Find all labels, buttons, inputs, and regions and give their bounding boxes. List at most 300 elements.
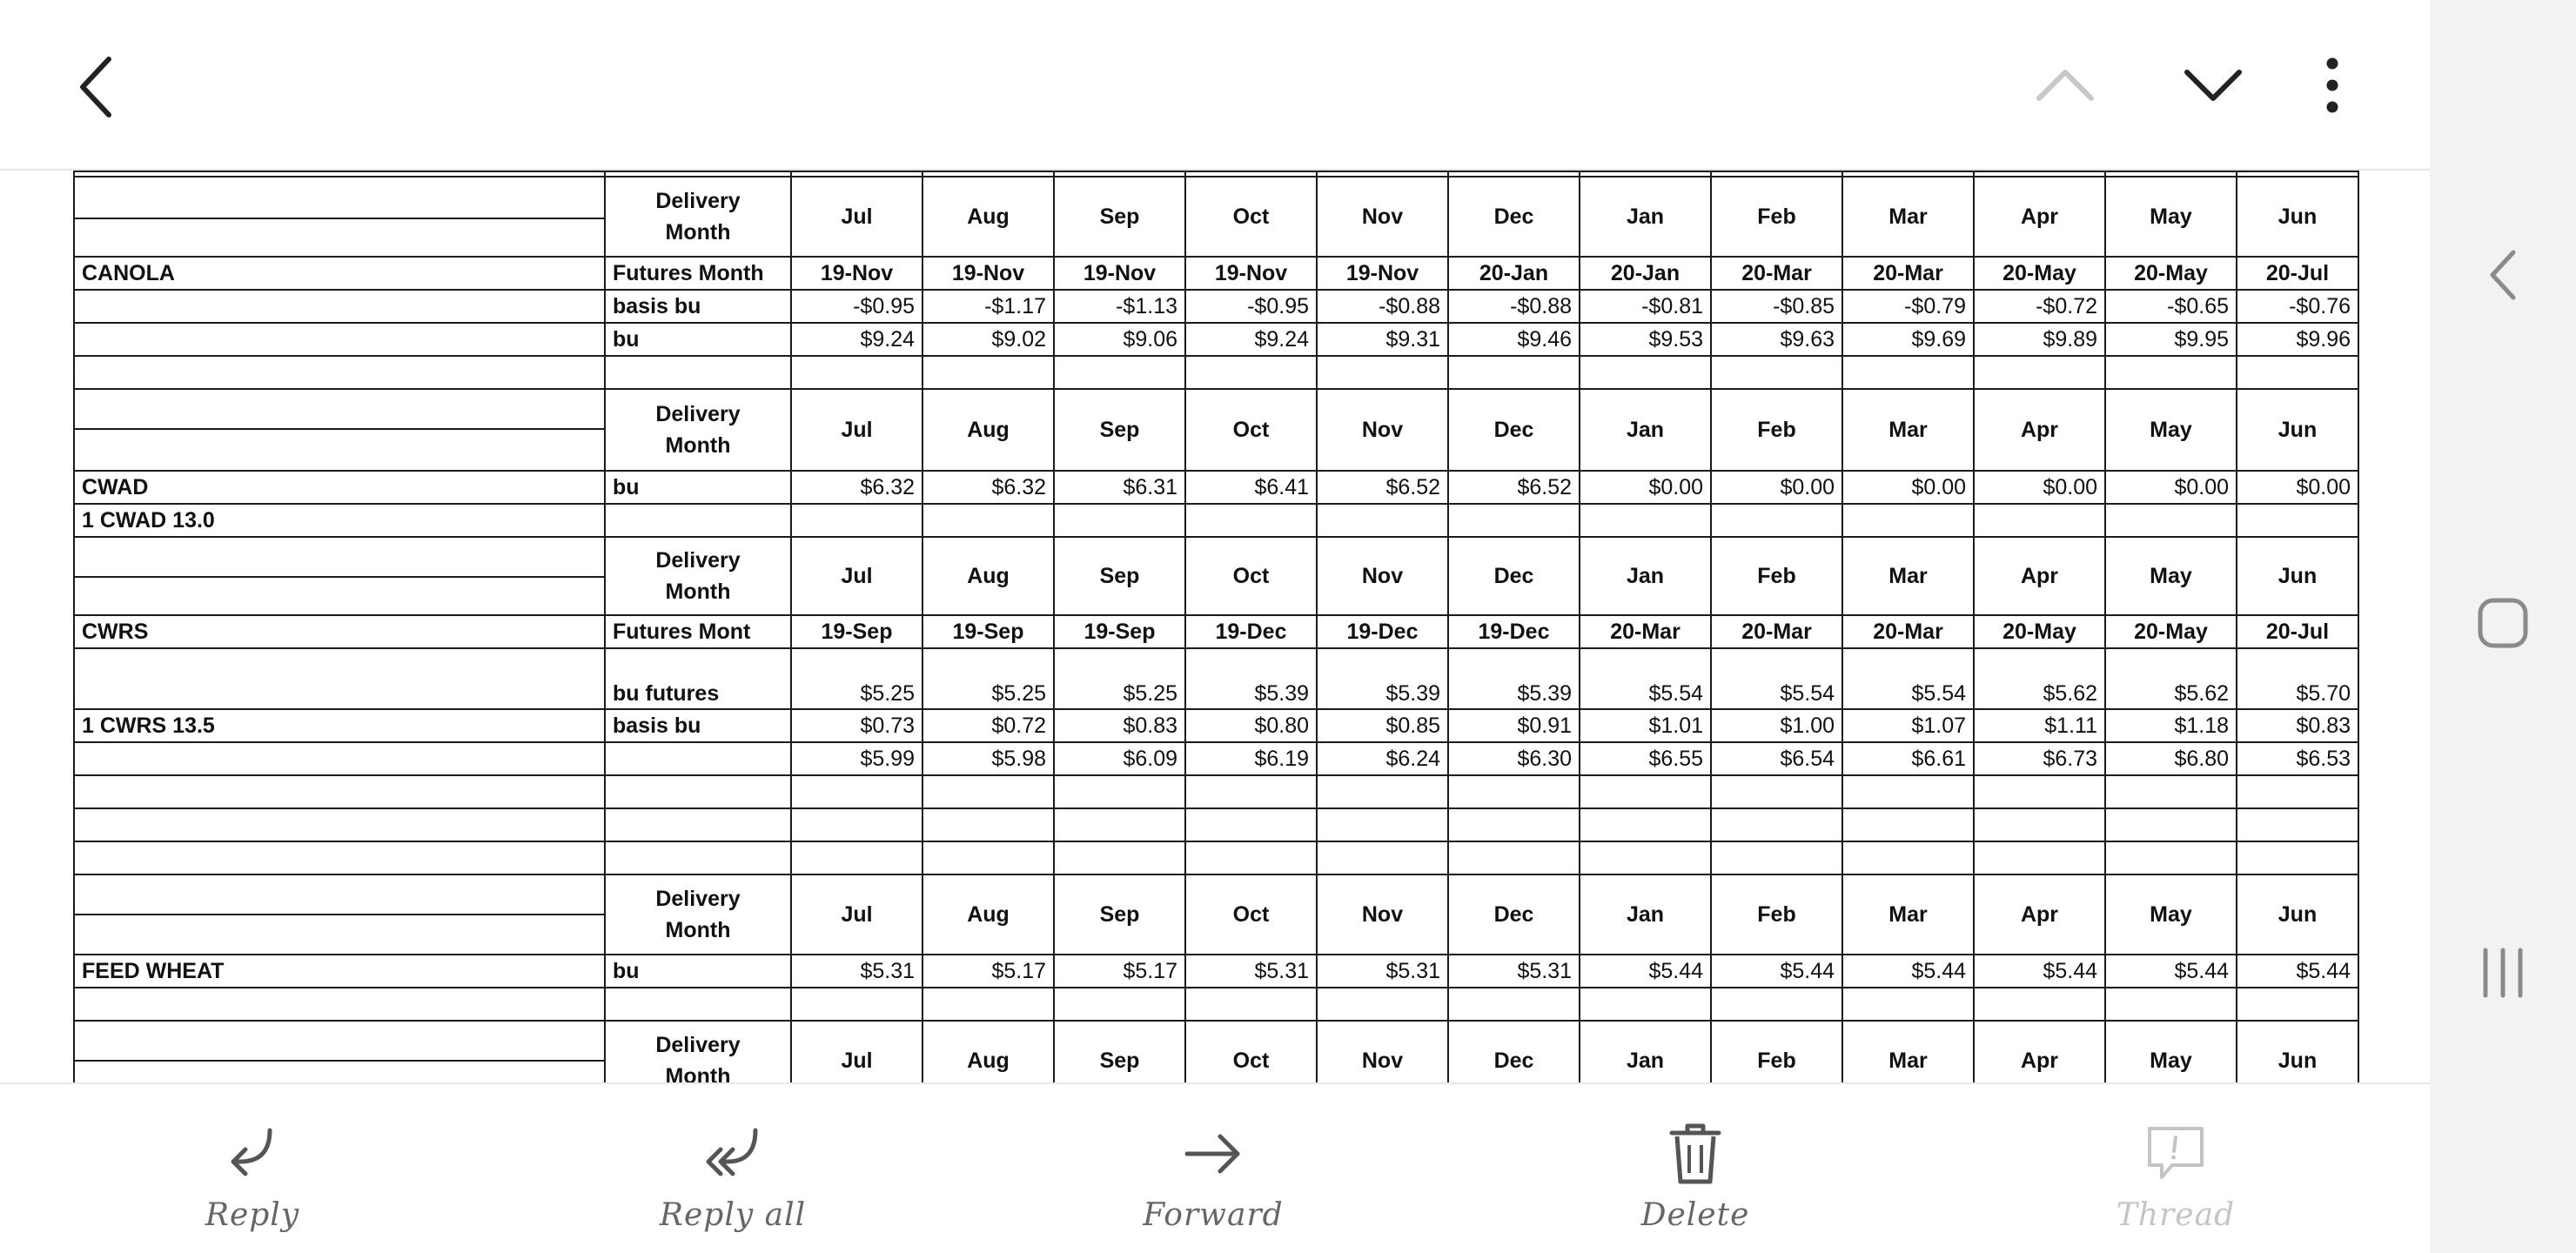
price-cell: $9.24 bbox=[1185, 323, 1317, 356]
empty-cell bbox=[1842, 775, 1974, 808]
price-cell: 20-Mar bbox=[1711, 257, 1842, 290]
price-cell: $5.17 bbox=[1054, 955, 1185, 988]
price-cell: 20-Mar bbox=[1842, 257, 1974, 290]
month-header: Mar bbox=[1842, 1021, 1974, 1082]
empty-cell bbox=[74, 1021, 605, 1061]
month-header: Jul bbox=[791, 177, 922, 257]
row-label: CWRS bbox=[74, 615, 605, 648]
price-cell: $6.32 bbox=[791, 471, 922, 504]
price-cell: -$0.76 bbox=[2237, 290, 2358, 323]
month-header: Dec bbox=[1448, 389, 1580, 471]
nav-back-button[interactable] bbox=[2459, 231, 2546, 318]
month-header: Dec bbox=[1448, 537, 1580, 615]
price-cell: $5.39 bbox=[1185, 648, 1317, 709]
empty-cell bbox=[1842, 356, 1974, 389]
next-email-button[interactable] bbox=[2176, 52, 2251, 118]
month-header: Sep bbox=[1054, 177, 1185, 257]
nav-back-icon bbox=[2485, 247, 2520, 303]
empty-cell bbox=[74, 808, 605, 841]
empty-cell bbox=[1185, 988, 1317, 1021]
empty-cell bbox=[1448, 356, 1580, 389]
empty-cell bbox=[1054, 775, 1185, 808]
empty-cell bbox=[1317, 988, 1448, 1021]
table-row bbox=[74, 874, 2358, 915]
price-cell: 20-Jan bbox=[1580, 257, 1711, 290]
price-cell: $5.17 bbox=[922, 955, 1054, 988]
row-label: FEED WHEAT bbox=[74, 955, 605, 988]
month-header: Oct bbox=[1185, 177, 1317, 257]
empty-cell bbox=[1054, 988, 1185, 1021]
price-cell: 19-Nov bbox=[1054, 257, 1185, 290]
row-label: CWAD bbox=[74, 471, 605, 504]
price-cell: $1.18 bbox=[2105, 709, 2237, 742]
table-row bbox=[74, 504, 2358, 537]
month-header: Nov bbox=[1317, 177, 1448, 257]
empty-cell bbox=[2237, 356, 2358, 389]
delivery-month-label bbox=[605, 1021, 791, 1082]
empty-cell bbox=[74, 218, 605, 257]
price-cell: $0.00 bbox=[1842, 471, 1974, 504]
price-cell: 20-Mar bbox=[1711, 615, 1842, 648]
price-cell: $5.31 bbox=[791, 955, 922, 988]
empty-cell bbox=[605, 775, 791, 808]
forward-button[interactable] bbox=[1083, 1084, 1344, 1253]
table-row bbox=[74, 709, 2358, 742]
price-cell: $5.31 bbox=[1448, 955, 1580, 988]
month-header: Jan bbox=[1580, 1021, 1711, 1082]
price-cell: $5.54 bbox=[1580, 648, 1711, 709]
price-cell: $0.72 bbox=[922, 709, 1054, 742]
month-header: Sep bbox=[1054, 874, 1185, 955]
month-header: Dec bbox=[1448, 874, 1580, 955]
delivery-month-label bbox=[605, 874, 791, 955]
empty-cell bbox=[2105, 504, 2237, 537]
month-header: Nov bbox=[1317, 1021, 1448, 1082]
price-cell: $0.00 bbox=[2105, 471, 2237, 504]
price-cell: 19-Sep bbox=[791, 615, 922, 648]
month-header: Aug bbox=[922, 874, 1054, 955]
empty-cell bbox=[605, 808, 791, 841]
email-toolbar bbox=[0, 0, 2430, 171]
empty-cell bbox=[74, 290, 605, 323]
table-row bbox=[74, 471, 2358, 504]
price-cell: $6.31 bbox=[1054, 471, 1185, 504]
price-cell: $6.30 bbox=[1448, 742, 1580, 775]
price-cell: $9.06 bbox=[1054, 323, 1185, 356]
price-cell: $6.24 bbox=[1317, 742, 1448, 775]
month-header: Sep bbox=[1054, 537, 1185, 615]
delivery-label-line2: Month bbox=[665, 433, 731, 458]
delete-label: Delete bbox=[1640, 1197, 1750, 1233]
empty-cell bbox=[1711, 504, 1842, 537]
delivery-label-line2: Month bbox=[665, 220, 731, 245]
month-header: May bbox=[2105, 1021, 2237, 1082]
month-header: Mar bbox=[1842, 537, 1974, 615]
forward-label: Forward bbox=[1143, 1197, 1284, 1233]
price-cell: $9.46 bbox=[1448, 323, 1580, 356]
row-unit: Futures Mont bbox=[605, 615, 791, 648]
price-cell: $5.25 bbox=[791, 648, 922, 709]
nav-home-button[interactable] bbox=[2459, 580, 2546, 667]
delivery-month-label bbox=[605, 177, 791, 257]
price-cell: $5.44 bbox=[1842, 955, 1974, 988]
reply-label: Reply bbox=[205, 1197, 300, 1233]
delivery-label-line1: Delivery bbox=[655, 189, 741, 213]
price-cell: 19-Nov bbox=[922, 257, 1054, 290]
price-cell: -$0.88 bbox=[1317, 290, 1448, 323]
empty-cell bbox=[1580, 775, 1711, 808]
price-cell: $0.85 bbox=[1317, 709, 1448, 742]
empty-cell bbox=[74, 841, 605, 874]
table-row bbox=[74, 648, 2358, 709]
row-label: 1 CWAD 13.0 bbox=[74, 504, 605, 537]
price-cell: $5.62 bbox=[2105, 648, 2237, 709]
empty-cell bbox=[605, 742, 791, 775]
month-header: Aug bbox=[922, 1021, 1054, 1082]
month-header: Dec bbox=[1448, 177, 1580, 257]
price-cell: 20-Jan bbox=[1448, 257, 1580, 290]
table-row bbox=[74, 290, 2358, 323]
empty-cell bbox=[2105, 988, 2237, 1021]
empty-cell bbox=[1448, 808, 1580, 841]
price-cell: $6.52 bbox=[1317, 471, 1448, 504]
trash-icon bbox=[1665, 1121, 1726, 1187]
price-cell: $5.54 bbox=[1842, 648, 1974, 709]
price-cell: $5.39 bbox=[1448, 648, 1580, 709]
empty-cell bbox=[1580, 841, 1711, 874]
row-unit: basis bu bbox=[605, 290, 791, 323]
month-header: Feb bbox=[1711, 389, 1842, 471]
price-cell: 20-May bbox=[1974, 615, 2105, 648]
month-header: Jun bbox=[2237, 874, 2358, 955]
price-cell: $5.99 bbox=[791, 742, 922, 775]
month-header: Jun bbox=[2237, 1021, 2358, 1082]
month-header: Jul bbox=[791, 1021, 922, 1082]
delivery-label-line1: Delivery bbox=[655, 402, 741, 426]
month-header: Jun bbox=[2237, 389, 2358, 471]
month-header: Aug bbox=[922, 177, 1054, 257]
empty-cell bbox=[74, 577, 605, 615]
empty-cell bbox=[1054, 356, 1185, 389]
month-header: Nov bbox=[1317, 874, 1448, 955]
month-header: Feb bbox=[1711, 874, 1842, 955]
price-cell: $6.41 bbox=[1185, 471, 1317, 504]
table-row bbox=[74, 955, 2358, 988]
price-cell: $1.01 bbox=[1580, 709, 1711, 742]
empty-cell bbox=[922, 775, 1054, 808]
price-cell: $5.62 bbox=[1974, 648, 2105, 709]
delivery-label-line1: Delivery bbox=[655, 1033, 741, 1057]
more-options-button[interactable] bbox=[2304, 47, 2360, 124]
price-cell: $1.07 bbox=[1842, 709, 1974, 742]
price-cell: $0.00 bbox=[2237, 471, 2358, 504]
price-cell: $5.44 bbox=[1580, 955, 1711, 988]
table-row bbox=[74, 988, 2358, 1021]
price-cell: 19-Dec bbox=[1448, 615, 1580, 648]
month-header: Nov bbox=[1317, 389, 1448, 471]
price-cell: $9.63 bbox=[1711, 323, 1842, 356]
delivery-label-line2: Month bbox=[665, 918, 731, 942]
price-cell: 19-Dec bbox=[1185, 615, 1317, 648]
price-cell: -$0.79 bbox=[1842, 290, 1974, 323]
previous-email-button[interactable] bbox=[2028, 52, 2103, 118]
month-header: Nov bbox=[1317, 537, 1448, 615]
empty-cell bbox=[2105, 356, 2237, 389]
empty-cell bbox=[1974, 504, 2105, 537]
month-header: Jun bbox=[2237, 537, 2358, 615]
price-cell: $0.00 bbox=[1974, 471, 2105, 504]
empty-cell bbox=[1185, 841, 1317, 874]
price-cell: 20-May bbox=[2105, 615, 2237, 648]
month-header: Oct bbox=[1185, 389, 1317, 471]
empty-cell bbox=[605, 988, 791, 1021]
price-cell: $6.54 bbox=[1711, 742, 1842, 775]
price-cell: $9.89 bbox=[1974, 323, 2105, 356]
price-cell: -$0.95 bbox=[1185, 290, 1317, 323]
empty-cell bbox=[74, 742, 605, 775]
month-header: Apr bbox=[1974, 1021, 2105, 1082]
month-header: Jan bbox=[1580, 177, 1711, 257]
empty-cell bbox=[922, 808, 1054, 841]
empty-cell bbox=[605, 356, 791, 389]
price-cell: $6.53 bbox=[2237, 742, 2358, 775]
price-cell: $9.02 bbox=[922, 323, 1054, 356]
delivery-month-label bbox=[605, 537, 791, 615]
month-header: Feb bbox=[1711, 1021, 1842, 1082]
nav-recents-button[interactable] bbox=[2459, 929, 2546, 1016]
month-header: Oct bbox=[1185, 874, 1317, 955]
email-body[interactable] bbox=[0, 171, 2430, 1082]
price-cell: $5.31 bbox=[1185, 955, 1317, 988]
month-header: Jul bbox=[791, 874, 922, 955]
empty-cell bbox=[922, 504, 1054, 537]
empty-cell bbox=[922, 356, 1054, 389]
row-unit: Futures Month bbox=[605, 257, 791, 290]
price-cell: $0.83 bbox=[1054, 709, 1185, 742]
price-cell: $6.52 bbox=[1448, 471, 1580, 504]
price-cell: $5.44 bbox=[1974, 955, 2105, 988]
price-cell: $0.83 bbox=[2237, 709, 2358, 742]
month-header: May bbox=[2105, 874, 2237, 955]
chevron-left-icon bbox=[76, 52, 119, 122]
price-cell: $5.44 bbox=[2237, 955, 2358, 988]
price-cell: 20-Jul bbox=[2237, 615, 2358, 648]
price-cell: $9.24 bbox=[791, 323, 922, 356]
delete-button[interactable] bbox=[1565, 1084, 1826, 1253]
row-unit: bu bbox=[605, 955, 791, 988]
empty-cell bbox=[74, 389, 605, 429]
price-cell: 20-Mar bbox=[1580, 615, 1711, 648]
row-unit: bu bbox=[605, 471, 791, 504]
month-header: Jun bbox=[2237, 177, 2358, 257]
delivery-label-line2: Month bbox=[665, 580, 731, 604]
empty-cell bbox=[74, 323, 605, 356]
more-vert-icon bbox=[2324, 55, 2341, 116]
price-cell: $0.00 bbox=[1711, 471, 1842, 504]
month-header: Apr bbox=[1974, 874, 2105, 955]
month-header: Mar bbox=[1842, 389, 1974, 471]
price-cell: 20-May bbox=[1974, 257, 2105, 290]
empty-cell bbox=[1185, 775, 1317, 808]
price-cell: $6.80 bbox=[2105, 742, 2237, 775]
price-cell: $5.44 bbox=[1711, 955, 1842, 988]
nav-home-icon bbox=[2475, 595, 2531, 651]
empty-cell bbox=[1185, 808, 1317, 841]
empty-cell bbox=[1580, 808, 1711, 841]
month-header: Sep bbox=[1054, 1021, 1185, 1082]
row-label: 1 CWRS 13.5 bbox=[74, 709, 605, 742]
month-header: Jan bbox=[1580, 874, 1711, 955]
empty-cell bbox=[1711, 841, 1842, 874]
month-header: Jan bbox=[1580, 537, 1711, 615]
empty-cell bbox=[74, 874, 605, 915]
price-cell: $0.80 bbox=[1185, 709, 1317, 742]
price-cell: 20-Mar bbox=[1842, 615, 1974, 648]
price-cell: $5.25 bbox=[922, 648, 1054, 709]
empty-cell bbox=[1580, 504, 1711, 537]
delivery-label-line2: Month bbox=[665, 1064, 731, 1082]
reply-icon bbox=[218, 1123, 287, 1184]
empty-cell bbox=[2237, 988, 2358, 1021]
empty-cell bbox=[1317, 841, 1448, 874]
month-header: Apr bbox=[1974, 537, 2105, 615]
table-row bbox=[74, 808, 2358, 841]
empty-cell bbox=[1974, 808, 2105, 841]
empty-cell bbox=[791, 988, 922, 1021]
empty-cell bbox=[1317, 775, 1448, 808]
price-cell: $6.61 bbox=[1842, 742, 1974, 775]
price-cell: $5.31 bbox=[1317, 955, 1448, 988]
price-cell: $0.73 bbox=[791, 709, 922, 742]
price-cell: $0.91 bbox=[1448, 709, 1580, 742]
row-unit: bu bbox=[605, 323, 791, 356]
price-cell: $5.70 bbox=[2237, 648, 2358, 709]
price-cell: 19-Nov bbox=[1185, 257, 1317, 290]
price-cell: -$0.65 bbox=[2105, 290, 2237, 323]
month-header: Apr bbox=[1974, 389, 2105, 471]
month-header: May bbox=[2105, 177, 2237, 257]
reply-all-button[interactable] bbox=[602, 1084, 863, 1253]
thread-button[interactable] bbox=[2045, 1084, 2306, 1253]
price-cell: 19-Sep bbox=[922, 615, 1054, 648]
price-cell: 20-Jul bbox=[2237, 257, 2358, 290]
empty-cell bbox=[791, 504, 922, 537]
arrow-right-icon bbox=[1178, 1123, 1248, 1184]
month-header: May bbox=[2105, 537, 2237, 615]
reply-button[interactable] bbox=[122, 1084, 383, 1253]
empty-cell bbox=[1842, 504, 1974, 537]
empty-cell bbox=[1317, 356, 1448, 389]
price-cell: $6.19 bbox=[1185, 742, 1317, 775]
empty-cell bbox=[1448, 775, 1580, 808]
delivery-label-line1: Delivery bbox=[655, 548, 741, 573]
price-cell: $5.25 bbox=[1054, 648, 1185, 709]
month-header: May bbox=[2105, 389, 2237, 471]
table-row bbox=[74, 177, 2358, 218]
month-header: Aug bbox=[922, 537, 1054, 615]
price-cell: $6.32 bbox=[922, 471, 1054, 504]
price-cell: $9.69 bbox=[1842, 323, 1974, 356]
empty-cell bbox=[605, 504, 791, 537]
empty-cell bbox=[2237, 504, 2358, 537]
price-cell: $5.54 bbox=[1711, 648, 1842, 709]
empty-cell bbox=[1711, 356, 1842, 389]
price-cell: -$0.88 bbox=[1448, 290, 1580, 323]
empty-cell bbox=[1842, 808, 1974, 841]
empty-cell bbox=[1842, 841, 1974, 874]
price-cell: -$0.81 bbox=[1580, 290, 1711, 323]
table-row bbox=[74, 742, 2358, 775]
empty-cell bbox=[1974, 988, 2105, 1021]
table-row bbox=[74, 257, 2358, 290]
price-cell: -$1.17 bbox=[922, 290, 1054, 323]
month-header: Feb bbox=[1711, 537, 1842, 615]
empty-cell bbox=[2237, 775, 2358, 808]
price-cell: 19-Sep bbox=[1054, 615, 1185, 648]
empty-cell bbox=[2105, 808, 2237, 841]
month-header: Oct bbox=[1185, 1021, 1317, 1082]
price-cell: $5.44 bbox=[2105, 955, 2237, 988]
empty-cell bbox=[2237, 808, 2358, 841]
empty-cell bbox=[1317, 808, 1448, 841]
price-cell: $9.95 bbox=[2105, 323, 2237, 356]
empty-cell bbox=[791, 841, 922, 874]
price-cell: $9.31 bbox=[1317, 323, 1448, 356]
table-row bbox=[74, 537, 2358, 577]
month-header: Feb bbox=[1711, 177, 1842, 257]
back-button[interactable] bbox=[63, 45, 132, 129]
thread-icon bbox=[2141, 1123, 2210, 1184]
price-cell: $6.55 bbox=[1580, 742, 1711, 775]
table-row bbox=[74, 615, 2358, 648]
nav-recents-icon bbox=[2479, 945, 2527, 1001]
price-cell: -$0.85 bbox=[1711, 290, 1842, 323]
price-cell: 20-May bbox=[2105, 257, 2237, 290]
price-cell: $1.11 bbox=[1974, 709, 2105, 742]
table-row bbox=[74, 1021, 2358, 1061]
empty-cell bbox=[74, 988, 605, 1021]
row-unit: bu futures bbox=[605, 648, 791, 709]
empty-cell bbox=[1842, 988, 1974, 1021]
row-unit: basis bu bbox=[605, 709, 791, 742]
month-header: Mar bbox=[1842, 874, 1974, 955]
empty-cell bbox=[1448, 504, 1580, 537]
empty-cell bbox=[2105, 841, 2237, 874]
month-header: Dec bbox=[1448, 1021, 1580, 1082]
price-cell: $5.39 bbox=[1317, 648, 1448, 709]
price-cell: $9.96 bbox=[2237, 323, 2358, 356]
empty-cell bbox=[1711, 775, 1842, 808]
empty-cell bbox=[1974, 356, 2105, 389]
month-header: Jul bbox=[791, 537, 922, 615]
email-action-bar bbox=[0, 1082, 2430, 1253]
empty-cell bbox=[74, 648, 605, 709]
empty-cell bbox=[2105, 775, 2237, 808]
empty-cell bbox=[1974, 841, 2105, 874]
system-navigation-bar bbox=[2430, 0, 2576, 1253]
chevron-down-icon bbox=[2180, 64, 2246, 107]
empty-cell bbox=[2237, 841, 2358, 874]
price-cell: -$0.95 bbox=[791, 290, 922, 323]
price-cell: -$1.13 bbox=[1054, 290, 1185, 323]
reply-all-icon bbox=[698, 1123, 768, 1184]
empty-cell bbox=[922, 841, 1054, 874]
empty-cell bbox=[791, 775, 922, 808]
empty-cell bbox=[1054, 841, 1185, 874]
month-header: Sep bbox=[1054, 389, 1185, 471]
table-row bbox=[74, 389, 2358, 429]
month-header: Apr bbox=[1974, 177, 2105, 257]
